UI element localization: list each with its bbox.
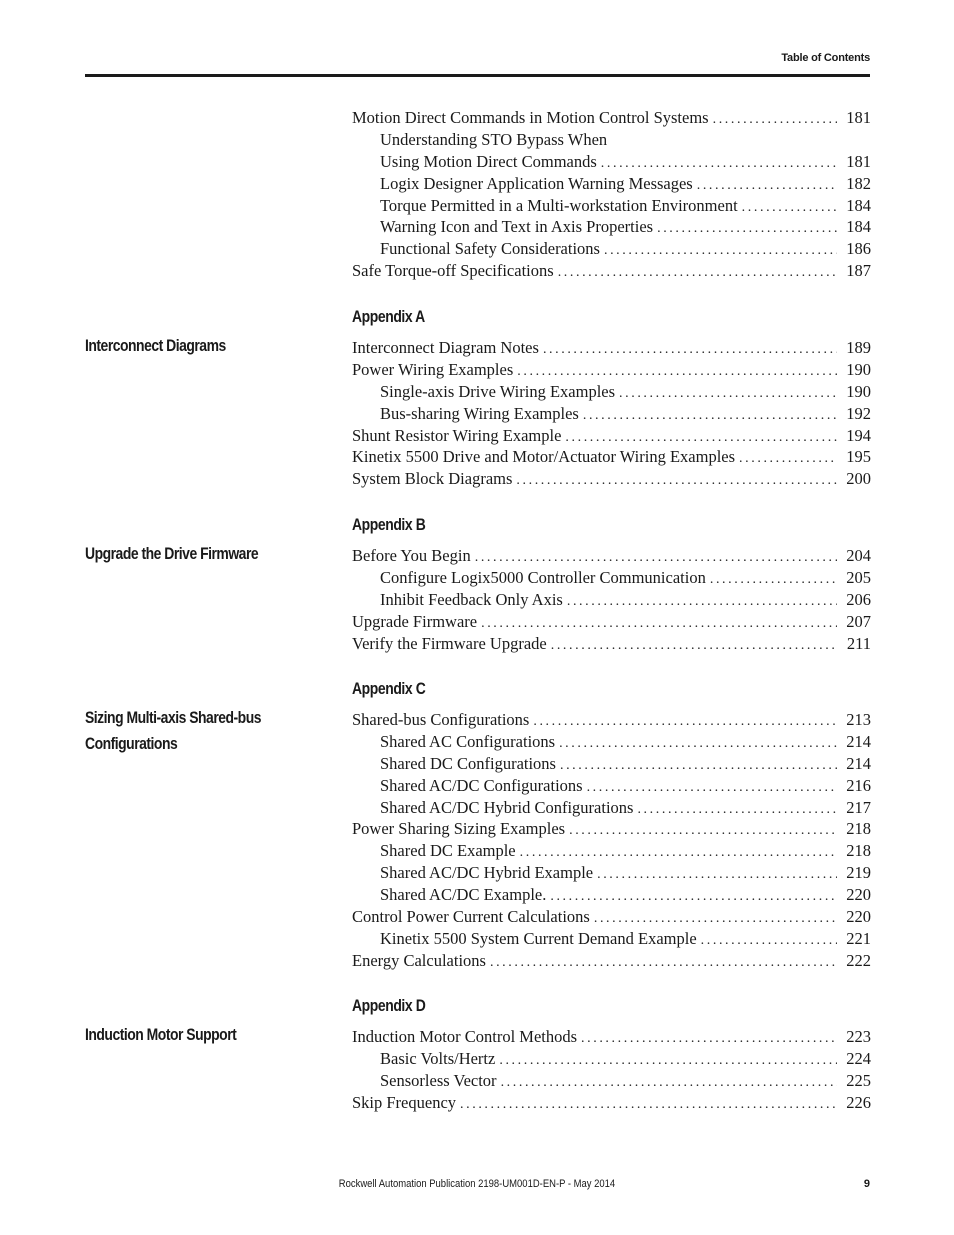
toc-dot-leader: [739, 448, 837, 470]
toc-entry[interactable]: [352, 753, 871, 775]
toc-dot-leader: [499, 1050, 837, 1072]
chapter-title[interactable]: [85, 705, 274, 757]
footer-publication: Rockwell Automation Publication 2198-UM001D-EN-P - May 2014: [338, 1178, 616, 1190]
toc-entry[interactable]: [352, 173, 871, 195]
toc-page-number: 184: [846, 217, 871, 237]
toc-entry-text: Skip Frequency: [352, 1092, 457, 1112]
toc-entry-text: Energy Calculations: [352, 950, 486, 970]
toc-dot-leader: [533, 711, 837, 733]
toc-page-number: 225: [846, 1070, 871, 1090]
toc-page-number: 221: [846, 928, 871, 948]
toc-entry[interactable]: [352, 1026, 871, 1048]
toc-page-number: 184: [846, 195, 871, 215]
toc-entry-text: Shared AC/DC Example.: [380, 885, 547, 905]
toc-page-number: 217: [846, 797, 871, 817]
toc-entry-text: Shared AC/DC Configurations: [380, 775, 583, 795]
toc-entry[interactable]: [352, 633, 871, 655]
toc-entry[interactable]: [352, 425, 871, 447]
toc-dot-leader: [567, 591, 837, 613]
toc-entry[interactable]: [352, 611, 871, 633]
toc-dot-leader: [558, 262, 837, 284]
toc-entry-text: Using Motion Direct Commands: [380, 151, 597, 171]
toc-dot-leader: [559, 733, 837, 755]
toc-page-number: 181: [846, 151, 871, 171]
toc-entry-text: Bus-sharing Wiring Examples: [380, 403, 579, 423]
toc-entry[interactable]: [352, 950, 871, 972]
chapter-title[interactable]: [85, 333, 274, 359]
toc-dot-leader: [594, 908, 837, 930]
toc-entry-text: Shared AC/DC Hybrid Configurations: [380, 797, 634, 817]
chapter-title-line: Sizing Multi-axis Shared-bus: [85, 708, 261, 727]
toc-entry-text: Induction Motor Control Methods: [352, 1027, 578, 1046]
toc-entry-text: Interconnect Diagram Notes: [352, 338, 539, 357]
toc-dot-leader: [517, 361, 837, 383]
toc-entry-list: [352, 709, 871, 972]
toc-entry-list: [352, 1026, 871, 1114]
toc-entry[interactable]: [352, 818, 871, 840]
toc-entry-text: Upgrade Firmware: [352, 611, 478, 631]
toc-page-number: 219: [846, 863, 871, 883]
chapter-title-line: Upgrade the Drive Firmware: [85, 544, 259, 563]
toc-page-number: 211: [846, 633, 871, 653]
toc-dot-leader: [710, 569, 837, 591]
toc-entry-text: Shared DC Example: [380, 841, 516, 861]
toc-page-number: 223: [846, 1027, 871, 1046]
toc-entry[interactable]: [352, 129, 871, 151]
toc-entry[interactable]: [352, 1070, 871, 1092]
toc-page-number: 189: [846, 338, 871, 357]
toc-entry-text: Configure Logix5000 Controller Communication: [380, 567, 706, 587]
toc-page-number: 216: [846, 775, 871, 795]
toc-entry-text: System Block Diagrams: [352, 469, 513, 489]
toc-dot-leader: [581, 1028, 837, 1050]
toc-dot-leader: [604, 240, 837, 262]
toc-entry[interactable]: [352, 195, 871, 217]
toc-dot-leader: [501, 1072, 837, 1094]
toc-dot-leader: [569, 820, 837, 842]
toc-dot-leader: [551, 635, 837, 657]
toc-dot-leader: [475, 547, 837, 569]
toc-page-number: 220: [846, 907, 871, 927]
toc-page-number: 195: [846, 447, 871, 467]
toc-entry-text: Shared AC Configurations: [380, 731, 556, 751]
toc-entry-text: Single-axis Drive Wiring Examples: [380, 381, 616, 401]
toc-entry[interactable]: [352, 709, 871, 731]
toc-entry[interactable]: [352, 151, 871, 173]
toc-page-number: 222: [846, 950, 871, 970]
toc-entry[interactable]: [352, 468, 871, 490]
chapter-title-line: Induction Motor Support: [85, 1025, 237, 1044]
header-rule: [85, 74, 870, 77]
toc-entry[interactable]: [352, 107, 871, 129]
toc-page-number: 204: [846, 546, 871, 565]
appendix-heading: Appendix C: [352, 679, 426, 698]
toc-page-number: 190: [846, 381, 871, 401]
toc-entry-text: Sensorless Vector: [380, 1070, 497, 1090]
toc-entry[interactable]: [352, 238, 871, 260]
running-header: Table of Contents: [781, 52, 870, 64]
toc-entry[interactable]: [352, 260, 871, 282]
toc-page-number: 218: [846, 819, 871, 839]
toc-page-number: 213: [846, 710, 871, 729]
toc-dot-leader: [583, 405, 837, 427]
toc-entry[interactable]: [352, 775, 871, 797]
toc-entry-text: Shunt Resistor Wiring Example: [352, 425, 562, 445]
toc-page-number: 192: [846, 403, 871, 423]
toc-entry-text: Torque Permitted in a Multi-workstation Environment: [380, 195, 738, 215]
toc-page-number: 194: [846, 425, 871, 445]
toc-entry-text: Shared-bus Configurations: [352, 710, 530, 729]
toc-page-number: 214: [846, 731, 871, 751]
toc-dot-leader: [565, 427, 837, 449]
toc-dot-leader: [637, 799, 837, 821]
toc-entry-list: [352, 545, 871, 654]
toc-entry-list: [352, 337, 871, 490]
toc-entry-text: Verify the Firmware Upgrade: [352, 633, 547, 653]
toc-entry[interactable]: [352, 403, 871, 425]
toc-entry-text: Shared DC Configurations: [380, 753, 556, 773]
footer-page-number: 9: [863, 1178, 870, 1190]
toc-page-number: 190: [846, 359, 871, 379]
toc-page-number: 226: [846, 1092, 871, 1112]
toc-entry[interactable]: [352, 731, 871, 753]
toc-page-number: 220: [846, 885, 871, 905]
toc-entry-list: [352, 107, 871, 282]
toc-entry-text: Functional Safety Considerations: [380, 239, 600, 259]
appendix-heading: Appendix B: [352, 515, 426, 534]
toc-dot-leader: [516, 470, 837, 492]
toc-entry-text: Motion Direct Commands in Motion Control Systems: [352, 108, 709, 127]
toc-dot-leader: [490, 952, 837, 974]
toc-entry-text: Basic Volts/Hertz: [380, 1048, 496, 1068]
toc-page-number: 187: [846, 261, 871, 281]
toc-entry[interactable]: [352, 337, 871, 359]
toc-page-number: 218: [846, 841, 871, 861]
toc-entry[interactable]: [352, 906, 871, 928]
toc-entry[interactable]: [352, 840, 871, 862]
toc-entry[interactable]: [352, 862, 871, 884]
toc-entry[interactable]: [352, 797, 871, 819]
toc-dot-leader: [657, 218, 837, 240]
toc-dot-leader: [697, 175, 837, 197]
toc-dot-leader: [601, 153, 837, 175]
toc-entry-text: Logix Designer Application Warning Messages: [380, 173, 693, 193]
toc-entry-text: Kinetix 5500 Drive and Motor/Actuator Wiring Examples: [352, 447, 736, 467]
toc-entry-text: Kinetix 5500 System Current Demand Example: [380, 928, 697, 948]
toc-page-number: 205: [846, 567, 871, 587]
toc-entry-text: Power Wiring Examples: [352, 359, 514, 379]
toc-page-number: 207: [846, 611, 871, 631]
toc-dot-leader: [543, 339, 837, 361]
toc-entry-text: Before You Begin: [352, 546, 471, 565]
toc-entry[interactable]: [352, 1092, 871, 1114]
toc-entry[interactable]: [352, 567, 871, 589]
toc-page-number: 181: [846, 108, 871, 127]
toc-page-number: 214: [846, 753, 871, 773]
toc-entry[interactable]: [352, 884, 871, 906]
chapter-title[interactable]: [85, 1022, 274, 1048]
chapter-title-line: Interconnect Diagrams: [85, 336, 226, 355]
toc-dot-leader: [520, 842, 837, 864]
toc-dot-leader: [742, 197, 837, 219]
toc-entry[interactable]: [352, 446, 871, 468]
toc-entry-text: Warning Icon and Text in Axis Properties: [380, 217, 654, 237]
toc-entry-text: Control Power Current Calculations: [352, 907, 590, 927]
toc-entry[interactable]: [352, 1048, 871, 1070]
toc-dot-leader: [713, 109, 837, 131]
toc-dot-leader: [481, 613, 837, 635]
toc-page-number: 186: [846, 239, 871, 259]
toc-dot-leader: [550, 886, 837, 908]
toc-dot-leader: [701, 930, 837, 952]
appendix-heading: Appendix D: [352, 996, 426, 1015]
toc-entry[interactable]: [352, 381, 871, 403]
toc-entry-text: Power Sharing Sizing Examples: [352, 819, 566, 839]
toc-entry-text: Inhibit Feedback Only Axis: [380, 589, 563, 609]
toc-entry[interactable]: [352, 928, 871, 950]
chapter-title[interactable]: [85, 541, 274, 567]
toc-page-number: 224: [846, 1048, 871, 1068]
toc-dot-leader: [460, 1094, 837, 1116]
toc-dot-leader: [597, 864, 837, 886]
toc-entry[interactable]: [352, 216, 871, 238]
toc-entry[interactable]: [352, 359, 871, 381]
toc-entry-text: Safe Torque-off Specifications: [352, 261, 554, 281]
toc-page-number: 182: [846, 173, 871, 193]
toc-entry[interactable]: [352, 589, 871, 611]
toc-dot-leader: [619, 383, 837, 405]
toc-dot-leader: [587, 777, 837, 799]
toc-entry[interactable]: [352, 545, 871, 567]
toc-entry-text: Understanding STO Bypass When: [380, 129, 608, 149]
toc-page-number: 206: [846, 589, 871, 609]
chapter-title-line: Configurations: [85, 734, 178, 753]
toc-page-number: 200: [846, 469, 871, 489]
toc-dot-leader: [560, 755, 837, 777]
toc-entry-text: Shared AC/DC Hybrid Example: [380, 863, 594, 883]
appendix-heading: Appendix A: [352, 307, 425, 326]
